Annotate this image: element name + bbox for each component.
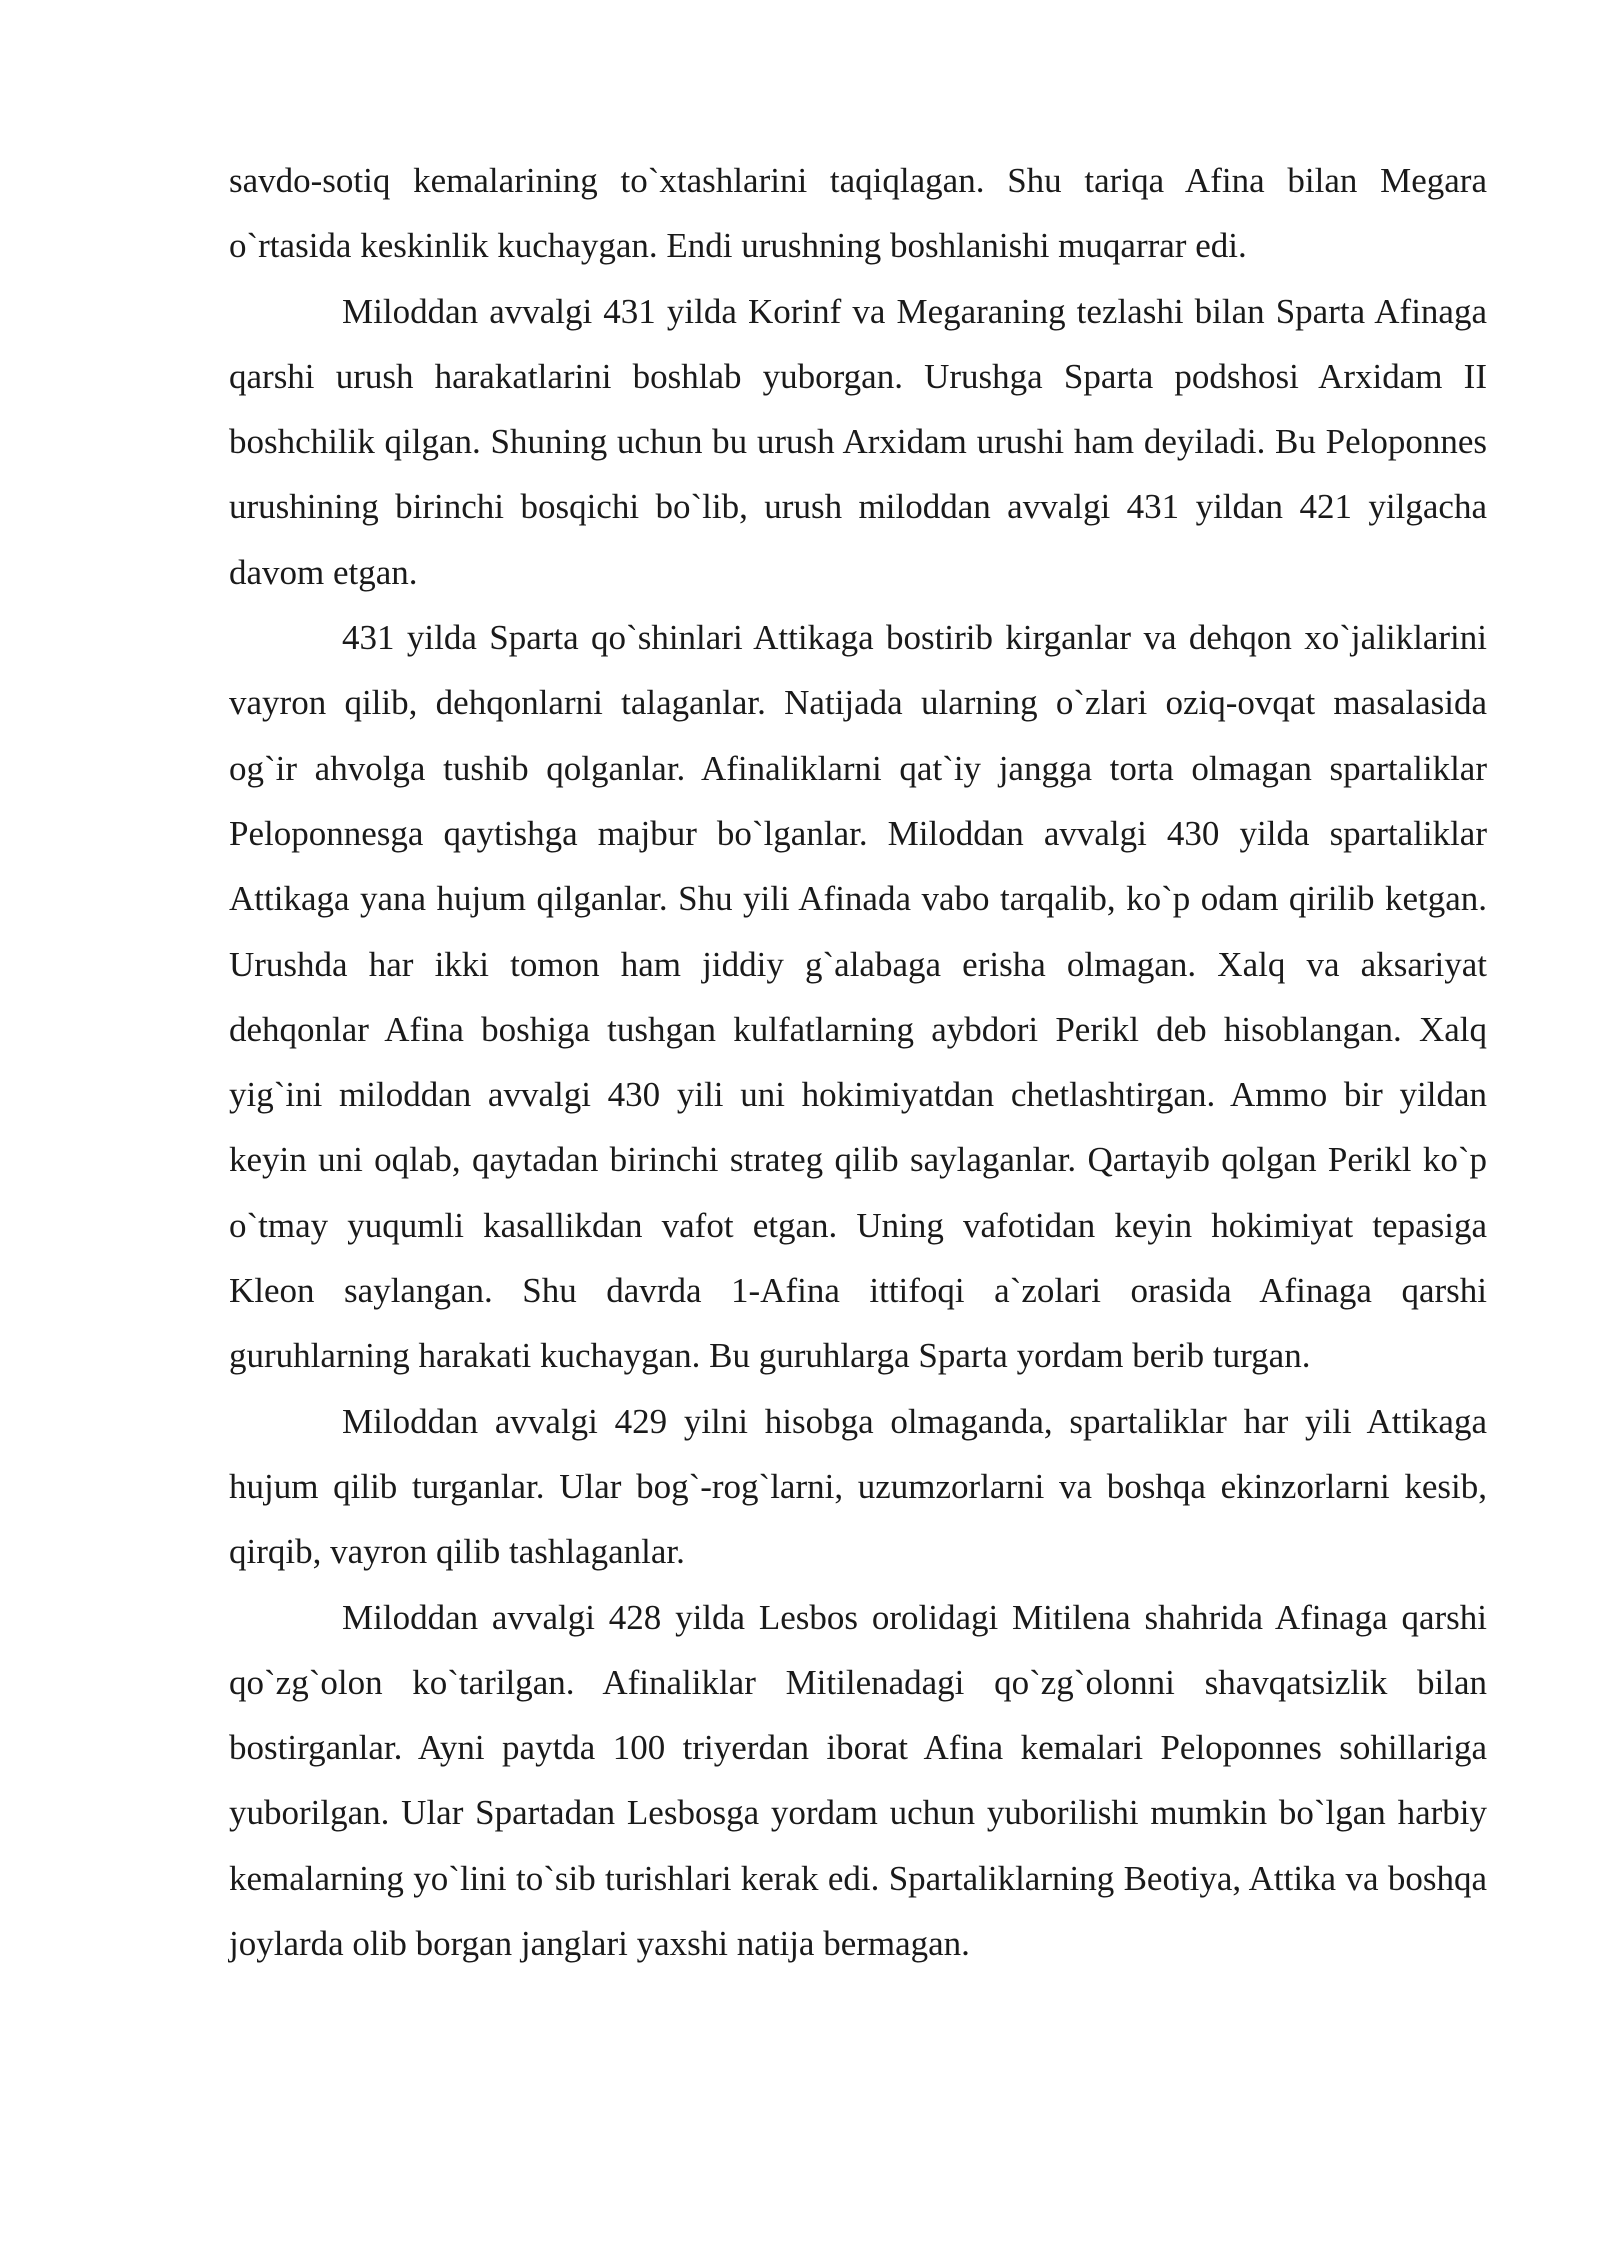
paragraph-2: Miloddan avvalgi 431 yilda Korinf va Megaraning tezlashi bilan Sparta Afinaga qarshi urush harakatlarini boshlab yuborgan. Urushga Sparta podshosi Arxidam II boshchilik qilgan. Shuning uchun bu urush Arxidam urushi ham deyiladi. Bu Peloponnes urushining birinchi bosqichi bo`lib, urush miloddan avvalgi 431 yildan 421 yilgacha davom etgan.	[229, 291, 1487, 592]
paragraph-1: savdo-sotiq kemalarining to`xtashlarini taqiqlagan. Shu tariqa Afina bilan Megara o`rtasida keskinlik kuchaygan. Endi urushning boshlanishi muqarrar edi.	[229, 161, 1487, 266]
paragraph-5: Miloddan avvalgi 428 yilda Lesbos orolidagi Mitilena shahrida Afinaga qarshi qo`zg`olon ko`tarilgan. Afinaliklar Mitilenadagi qo`zg`olonni shavqatsizlik bilan bostirganlar. Ayni paytda 100 triyerdan iborat Afina kemalari Peloponnes sohillariga yuborilgan. Ular Spartadan Lesbosga yordam uchun yuborilishi mumkin bo`lgan harbiy kemalarning yo`lini to`sib turishlari kerak edi. Spartaliklarning Beotiya, Attika va boshqa joylarda olib borgan janglari yaxshi natija bermagan.	[229, 1597, 1487, 1964]
document-body	[229, 148, 1487, 1976]
paragraph-3: 431 yilda Sparta qo`shinlari Attikaga bostirib kirganlar va dehqon xo`jaliklarini vayron qilib, dehqonlarni talaganlar. Natijada ularning o`zlari oziq-ovqat masalasida og`ir ahvolga tushib qolganlar. Afinaliklarni qat`iy jangga torta olmagan spartaliklar Peloponnesga qaytishga majbur bo`lganlar. Miloddan avvalgi 430 yilda spartaliklar Attikaga yana hujum qilganlar. Shu yili Afinada vabo tarqalib, ko`p odam qirilib ketgan. Urushda har ikki tomon ham jiddiy g`alabaga erisha olmagan. Xalq va aksariyat dehqonlar Afina boshiga tushgan kulfatlarning aybdori Perikl deb hisoblangan. Xalq yig`ini miloddan avvalgi 430 yili uni hokimiyatdan chetlashtirgan. Ammo bir yildan keyin uni oqlab, qaytadan birinchi strateg qilib saylaganlar. Qartayib qolgan Perikl ko`p o`tmay yuqumli kasallikdan vafot etgan. Uning vafotidan keyin hokimiyat tepasiga Kleon saylangan. Shu davrda 1-Afina ittifoqi a`zolari orasida Afinaga qarshi guruhlarning harakati kuchaygan. Bu guruhlarga Sparta yordam berib turgan.	[229, 618, 1487, 1376]
paragraph-4: Miloddan avvalgi 429 yilni hisobga olmaganda, spartaliklar har yili Attikaga hujum qilib turganlar. Ular bog`-rog`larni, uzumzorlarni va boshqa ekinzorlarni kesib, qirqib, vayron qilib tashlaganlar.	[229, 1401, 1487, 1572]
